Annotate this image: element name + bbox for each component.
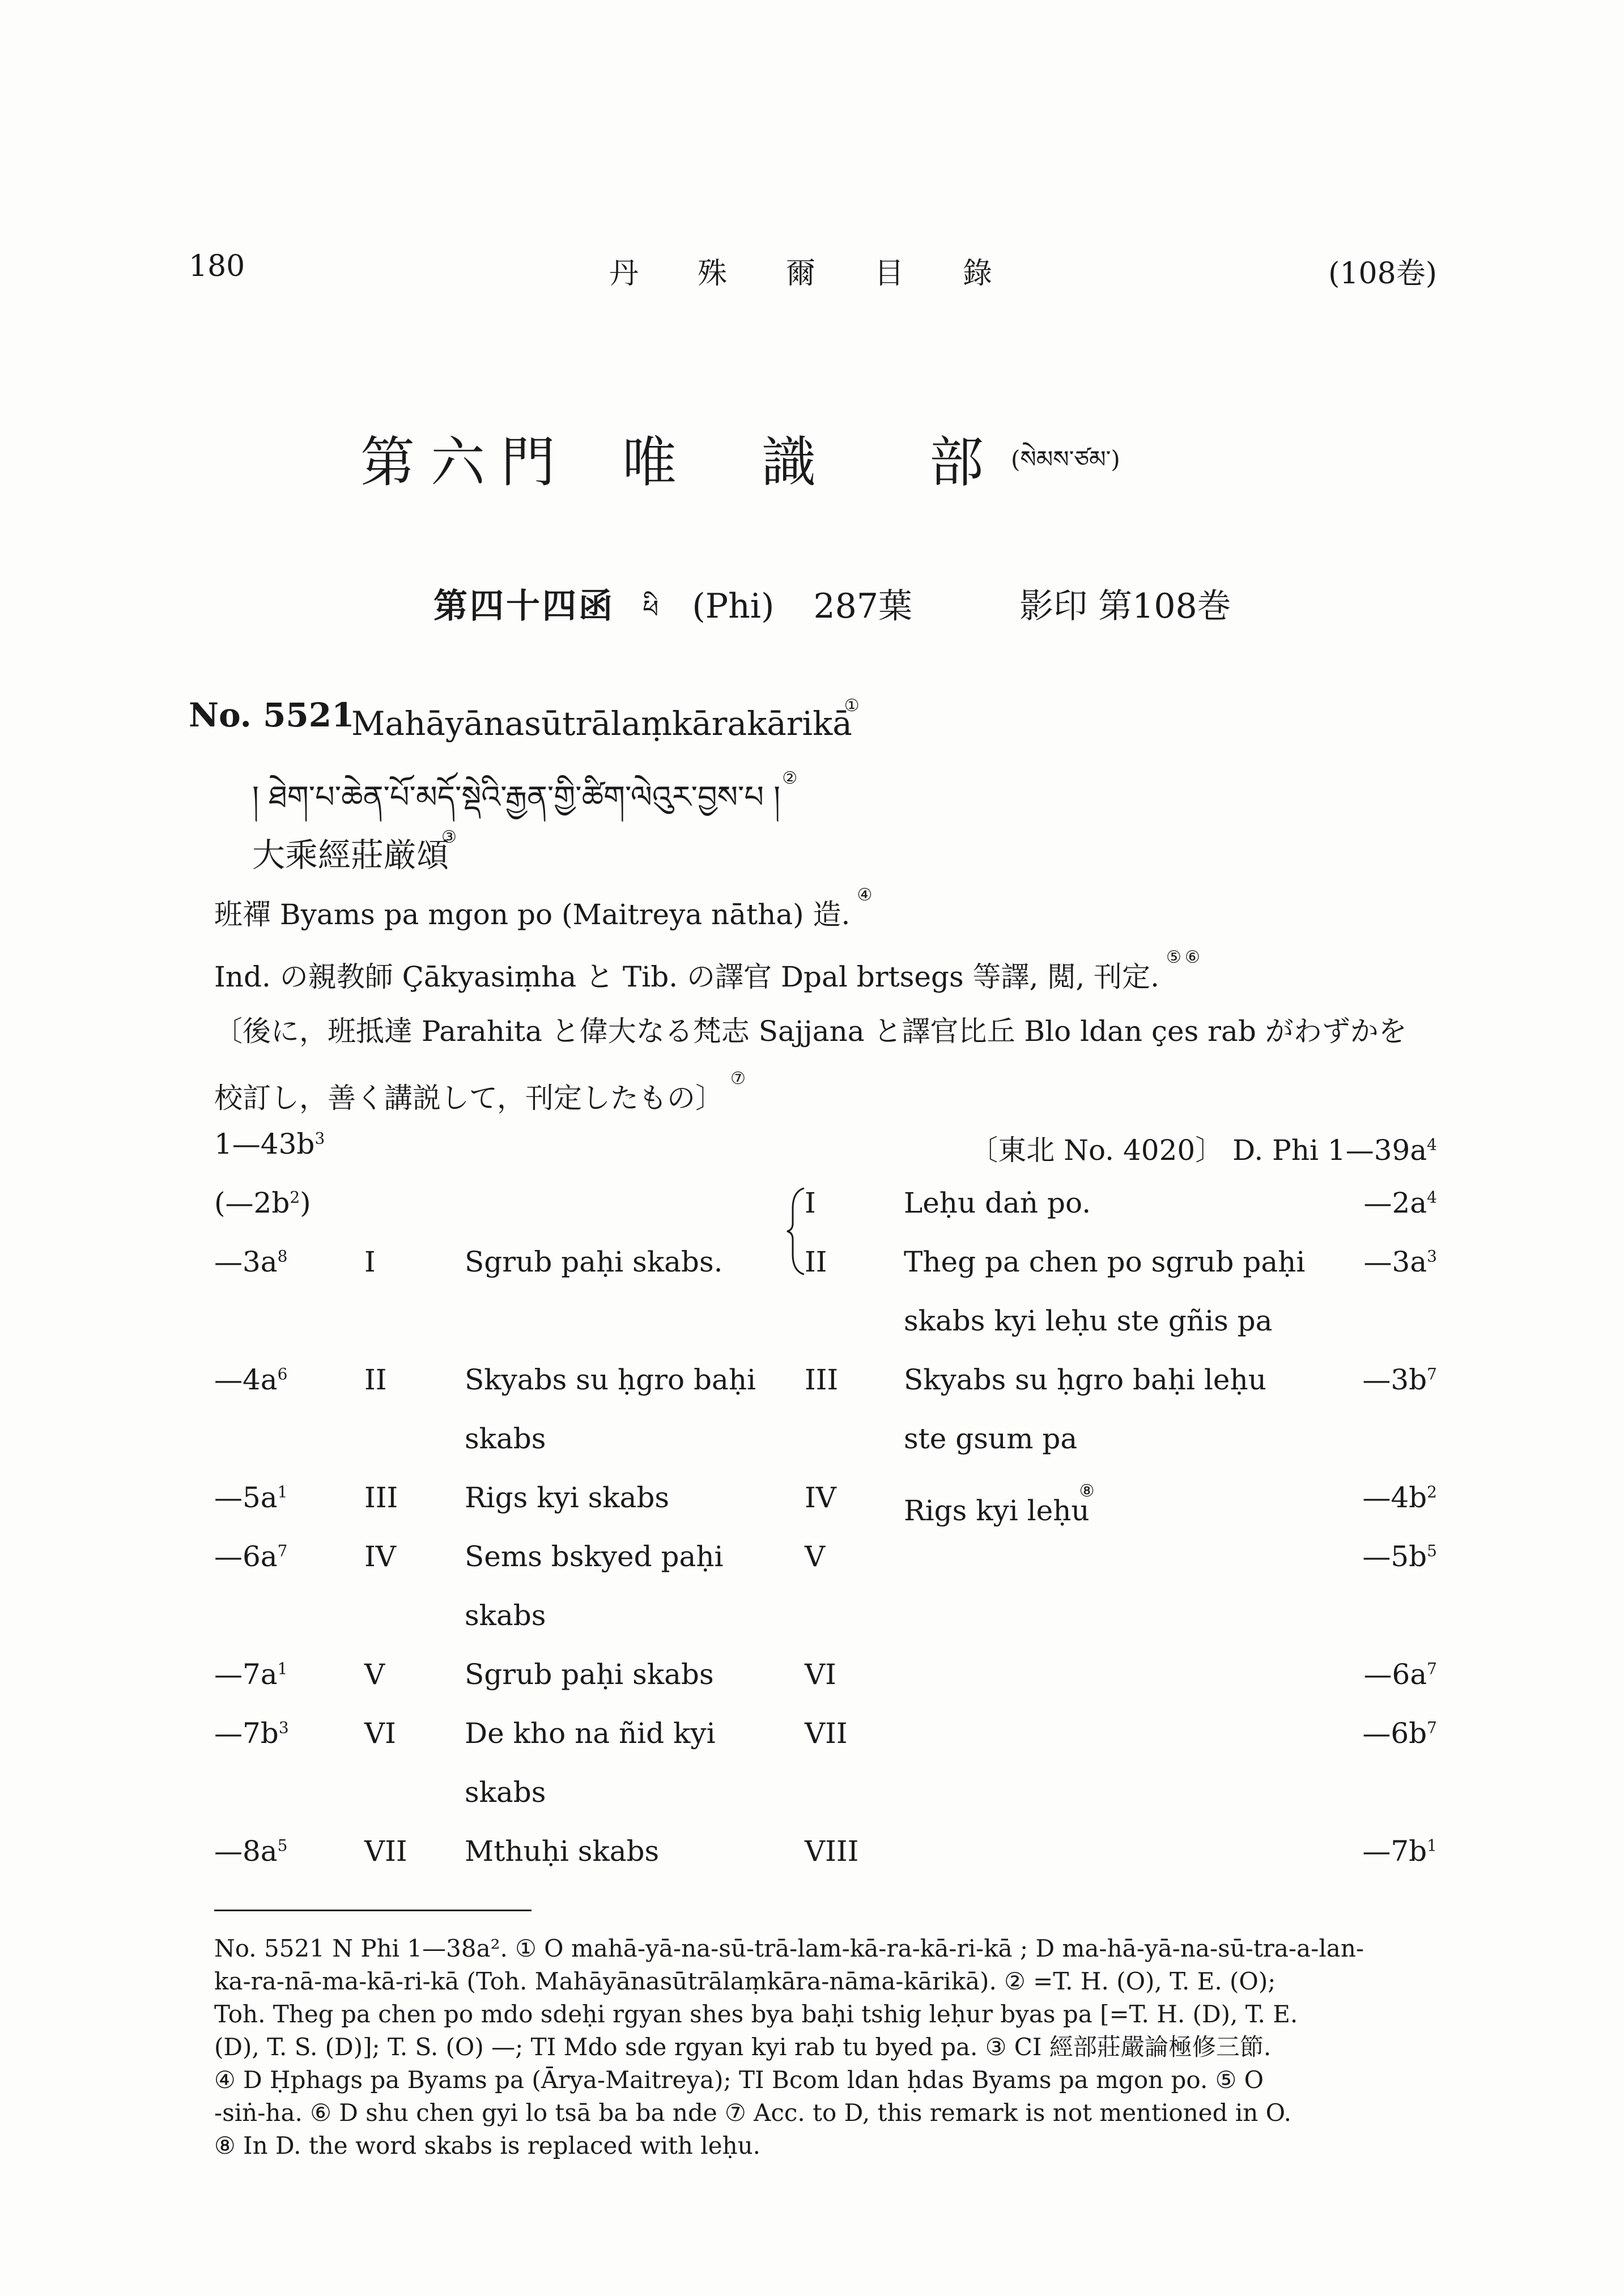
derge-chapter-numeral: II	[805, 1245, 827, 1278]
peking-chapter-numeral: IV	[364, 1540, 396, 1573]
derge-folio-text: —3a	[1363, 1245, 1427, 1278]
peking-chapter-title: De kho na ñid kyi	[465, 1717, 716, 1750]
footnote-mark: ⑥	[1184, 947, 1200, 967]
peking-folio	[214, 1187, 311, 1219]
derge-chapter-title	[904, 1481, 1095, 1527]
chinese-title-text: 大乘經莊厳頌	[252, 836, 450, 874]
peking-folio	[214, 1717, 289, 1750]
peking-folio	[214, 1540, 287, 1573]
derge-folio-text: —5b	[1362, 1540, 1427, 1573]
footnote-line: ④ D Ḥphags pa Byams pa (Ārya-Maitreya); TI Bcom ldan ḥdas Byams pa mgon po. ⑤ O	[214, 2066, 1264, 2094]
box-label: 第四十四函	[433, 586, 615, 626]
peking-folio-sup: 5	[277, 1836, 288, 1855]
peking-folio-sup: 2	[290, 1188, 300, 1207]
peking-chapter-title: Sgrub paḥi skabs.	[465, 1245, 723, 1278]
footnote-mark: ④	[857, 885, 873, 905]
derge-folio-sup: 7	[1427, 1718, 1437, 1737]
derge-folio	[1362, 1363, 1437, 1396]
derge-chapter-title: skabs kyi leḥu ste gñis pa	[904, 1304, 1273, 1337]
peking-chapter-numeral: I	[364, 1245, 376, 1278]
derge-folio	[1362, 1540, 1437, 1573]
peking-folio-sup: 7	[277, 1541, 288, 1561]
derge-folio-sup: 1	[1427, 1836, 1437, 1855]
footnote-mark: ⑦	[730, 1069, 746, 1089]
peking-chapter-numeral: VII	[364, 1835, 407, 1868]
derge-chapter-numeral: I	[805, 1187, 816, 1219]
derge-chapter-numeral: IV	[805, 1481, 836, 1514]
section-title-part: 唯	[622, 431, 677, 494]
box-line	[433, 579, 1231, 652]
derge-folio	[1364, 1658, 1437, 1691]
chinese-title	[252, 827, 457, 876]
peking-folio-text: (—2b	[214, 1187, 290, 1219]
range-right-text: 〔東北 No. 4020〕 D. Phi 1—39a	[970, 1134, 1427, 1167]
peking-folio-suffix: )	[300, 1187, 311, 1219]
section-title-part: 部	[929, 431, 984, 494]
footnote-divider	[214, 1910, 532, 1911]
peking-chapter-numeral: VI	[364, 1717, 396, 1750]
derge-chapter-title: Skyabs su ḥgro baḥi leḥu	[904, 1363, 1266, 1396]
translator-text: Ind. の親教師 Çākyasiṃha と Tib. の譯官 Dpal brtsegs 等譯, 閲, 刊定.	[214, 960, 1160, 993]
derge-folio	[1362, 1481, 1437, 1514]
derge-folio-text: —7b	[1362, 1835, 1427, 1868]
peking-chapter-title: Sems bskyed paḥi	[465, 1540, 724, 1573]
range-right-sup: 4	[1427, 1135, 1437, 1154]
range-right	[970, 1128, 1437, 1168]
revision-line	[214, 1069, 746, 1116]
peking-folio-sup: 1	[277, 1659, 288, 1678]
peking-chapter-title: Rigs kyi skabs	[465, 1481, 670, 1514]
peking-chapter-numeral: II	[364, 1363, 387, 1396]
derge-folio-text: —2a	[1363, 1187, 1427, 1219]
entry-number: No. 5521	[189, 696, 355, 734]
peking-folio-sup: 6	[277, 1364, 288, 1384]
peking-folio-text: —4a	[214, 1363, 278, 1396]
footnote-line: No. 5521 N Phi 1—38a². ① O mahā-yā-na-sū-trā-lam-kā-ra-kā-ri-kā ; D ma-hā-yā-na-sū-tra-a-lan-	[214, 1934, 1364, 1962]
derge-folio-sup: 3	[1427, 1247, 1437, 1266]
running-title: 丹殊爾目錄	[609, 257, 1052, 291]
section-title-part: 第六門	[360, 431, 571, 494]
peking-folio-sup: 1	[277, 1482, 288, 1502]
derge-folio-text: —4b	[1362, 1481, 1427, 1514]
derge-folio-sup: 2	[1427, 1482, 1437, 1502]
revision-text: 校訂し，善く講説して，刊定したもの〕	[214, 1082, 724, 1115]
entry-title-text: Mahāyānasūtrālaṃkārakārikā	[351, 704, 852, 743]
derge-folio-sup: 5	[1427, 1541, 1437, 1561]
tibetan-title-text: ། ཐེག་པ་ཆེན་པོ་མདོ་སྡེའི་རྒྱན་གྱི་ཚིག་ལེའུར་བྱས་པ །	[252, 779, 790, 815]
peking-folio	[214, 1363, 287, 1396]
derge-chapter-title: Theg pa chen po sgrub paḥi	[904, 1245, 1306, 1278]
page-number: 180	[189, 249, 245, 283]
footnote-line: (D), T. S. (D)]; T. S. (O) —; TI Mdo sde rgyan kyi rab tu byed pa. ③ CI 經部莊嚴論極修三節.	[214, 2033, 1272, 2061]
derge-folio	[1364, 1187, 1437, 1219]
derge-chapter-title: Leḥu daṅ po.	[904, 1187, 1091, 1219]
derge-folio-sup: 7	[1427, 1364, 1437, 1384]
peking-folio	[214, 1835, 287, 1868]
footnote-line: ka-ra-nā-ma-kā-ri-kā (Toh. Mahāyānasūtrālaṃkāra-nāma-kārikā). ② =T. H. (O), T. E. (O);	[214, 1967, 1276, 1995]
derge-chapter-numeral: III	[805, 1363, 839, 1396]
translator-line	[214, 947, 1200, 995]
peking-chapter-title: skabs	[465, 1422, 546, 1455]
derge-chapter-numeral: VI	[805, 1658, 836, 1691]
brace-icon	[785, 1186, 807, 1277]
footnote-mark: ③	[441, 827, 457, 847]
entry-title	[351, 696, 860, 743]
peking-folio	[214, 1245, 287, 1278]
footnote-mark: ②	[782, 768, 798, 788]
derge-chapter-title-text: Rigs kyi leḥu	[904, 1494, 1090, 1527]
peking-folio-text: —5a	[214, 1481, 278, 1514]
revision-line: 〔後に，班抵達 Parahita と偉大なる梵志 Sajjana と譯官比丘 Blo ldan çes rab がわずかを	[214, 1015, 1407, 1048]
section-title	[360, 419, 1120, 500]
box-phi: (Phi)	[692, 586, 775, 626]
footnote-line: Toh. Theg pa chen po mdo sdeḥi rgyan shes bya baḥi tshig leḥur byas pa [=T. H. (D), T. E.	[214, 2000, 1298, 2028]
peking-chapter-numeral: V	[364, 1658, 385, 1691]
peking-chapter-title: Sgrub paḥi skabs	[465, 1658, 714, 1691]
derge-folio	[1362, 1835, 1437, 1868]
range-left-sup: 3	[314, 1129, 325, 1148]
author-line	[214, 885, 872, 933]
peking-folio-text: —8a	[214, 1835, 278, 1868]
peking-chapter-title: skabs	[465, 1599, 546, 1632]
peking-chapter-title: Mthuḥi skabs	[465, 1835, 660, 1868]
footnote-mark: ⑧	[1079, 1481, 1095, 1501]
peking-folio-text: —6a	[214, 1540, 278, 1573]
peking-folio-text: —3a	[214, 1245, 278, 1278]
author-text: 班禪 Byams pa mgon po (Maitreya nātha) 造.	[214, 898, 851, 931]
derge-folio-text: —6b	[1362, 1717, 1427, 1750]
footnote-line: ⑧ In D. the word skabs is replaced with leḥu.	[214, 2132, 761, 2159]
derge-folio-sup: 4	[1427, 1188, 1437, 1207]
derge-folio	[1364, 1245, 1437, 1278]
derge-folio-sup: 7	[1427, 1659, 1437, 1678]
range-left-text: 1—43b	[214, 1128, 315, 1160]
derge-chapter-title: ste gsum pa	[904, 1422, 1078, 1455]
box-tibetan-letter: ཕི	[643, 595, 659, 624]
footnote-mark: ①	[844, 696, 860, 716]
footnotes	[214, 1932, 1438, 2162]
section-title-tibetan: (སེམས་ཙམ་)	[1011, 445, 1120, 473]
range-left	[214, 1128, 325, 1160]
peking-folio	[214, 1658, 287, 1691]
derge-folio	[1362, 1717, 1437, 1750]
peking-folio-sup: 8	[277, 1247, 288, 1266]
section-title-part: 識	[762, 431, 816, 494]
peking-folio-sup: 3	[278, 1718, 289, 1737]
derge-folio-text: —3b	[1362, 1363, 1427, 1396]
box-leaves: 287葉	[813, 586, 913, 626]
peking-chapter-title: skabs	[465, 1776, 546, 1809]
peking-folio	[214, 1481, 287, 1514]
derge-chapter-numeral: VII	[805, 1717, 848, 1750]
volume-label: (108卷)	[1328, 257, 1437, 291]
peking-chapter-title: Skyabs su ḥgro baḥi	[465, 1363, 756, 1396]
peking-folio-text: —7a	[214, 1658, 278, 1691]
footnote-mark: ⑤	[1166, 947, 1181, 967]
footnote-line: -siṅ-ha. ⑥ D shu chen gyi lo tsā ba ba nde ⑦ Acc. to D, this remark is not mentioned in O.	[214, 2099, 1291, 2127]
derge-chapter-numeral: VIII	[805, 1835, 859, 1868]
peking-folio-text: —7b	[214, 1717, 279, 1750]
derge-chapter-numeral: V	[805, 1540, 826, 1573]
box-reprint: 影印 第108巻	[1019, 586, 1231, 626]
derge-folio-text: —6a	[1363, 1658, 1427, 1691]
peking-chapter-numeral: III	[364, 1481, 398, 1514]
